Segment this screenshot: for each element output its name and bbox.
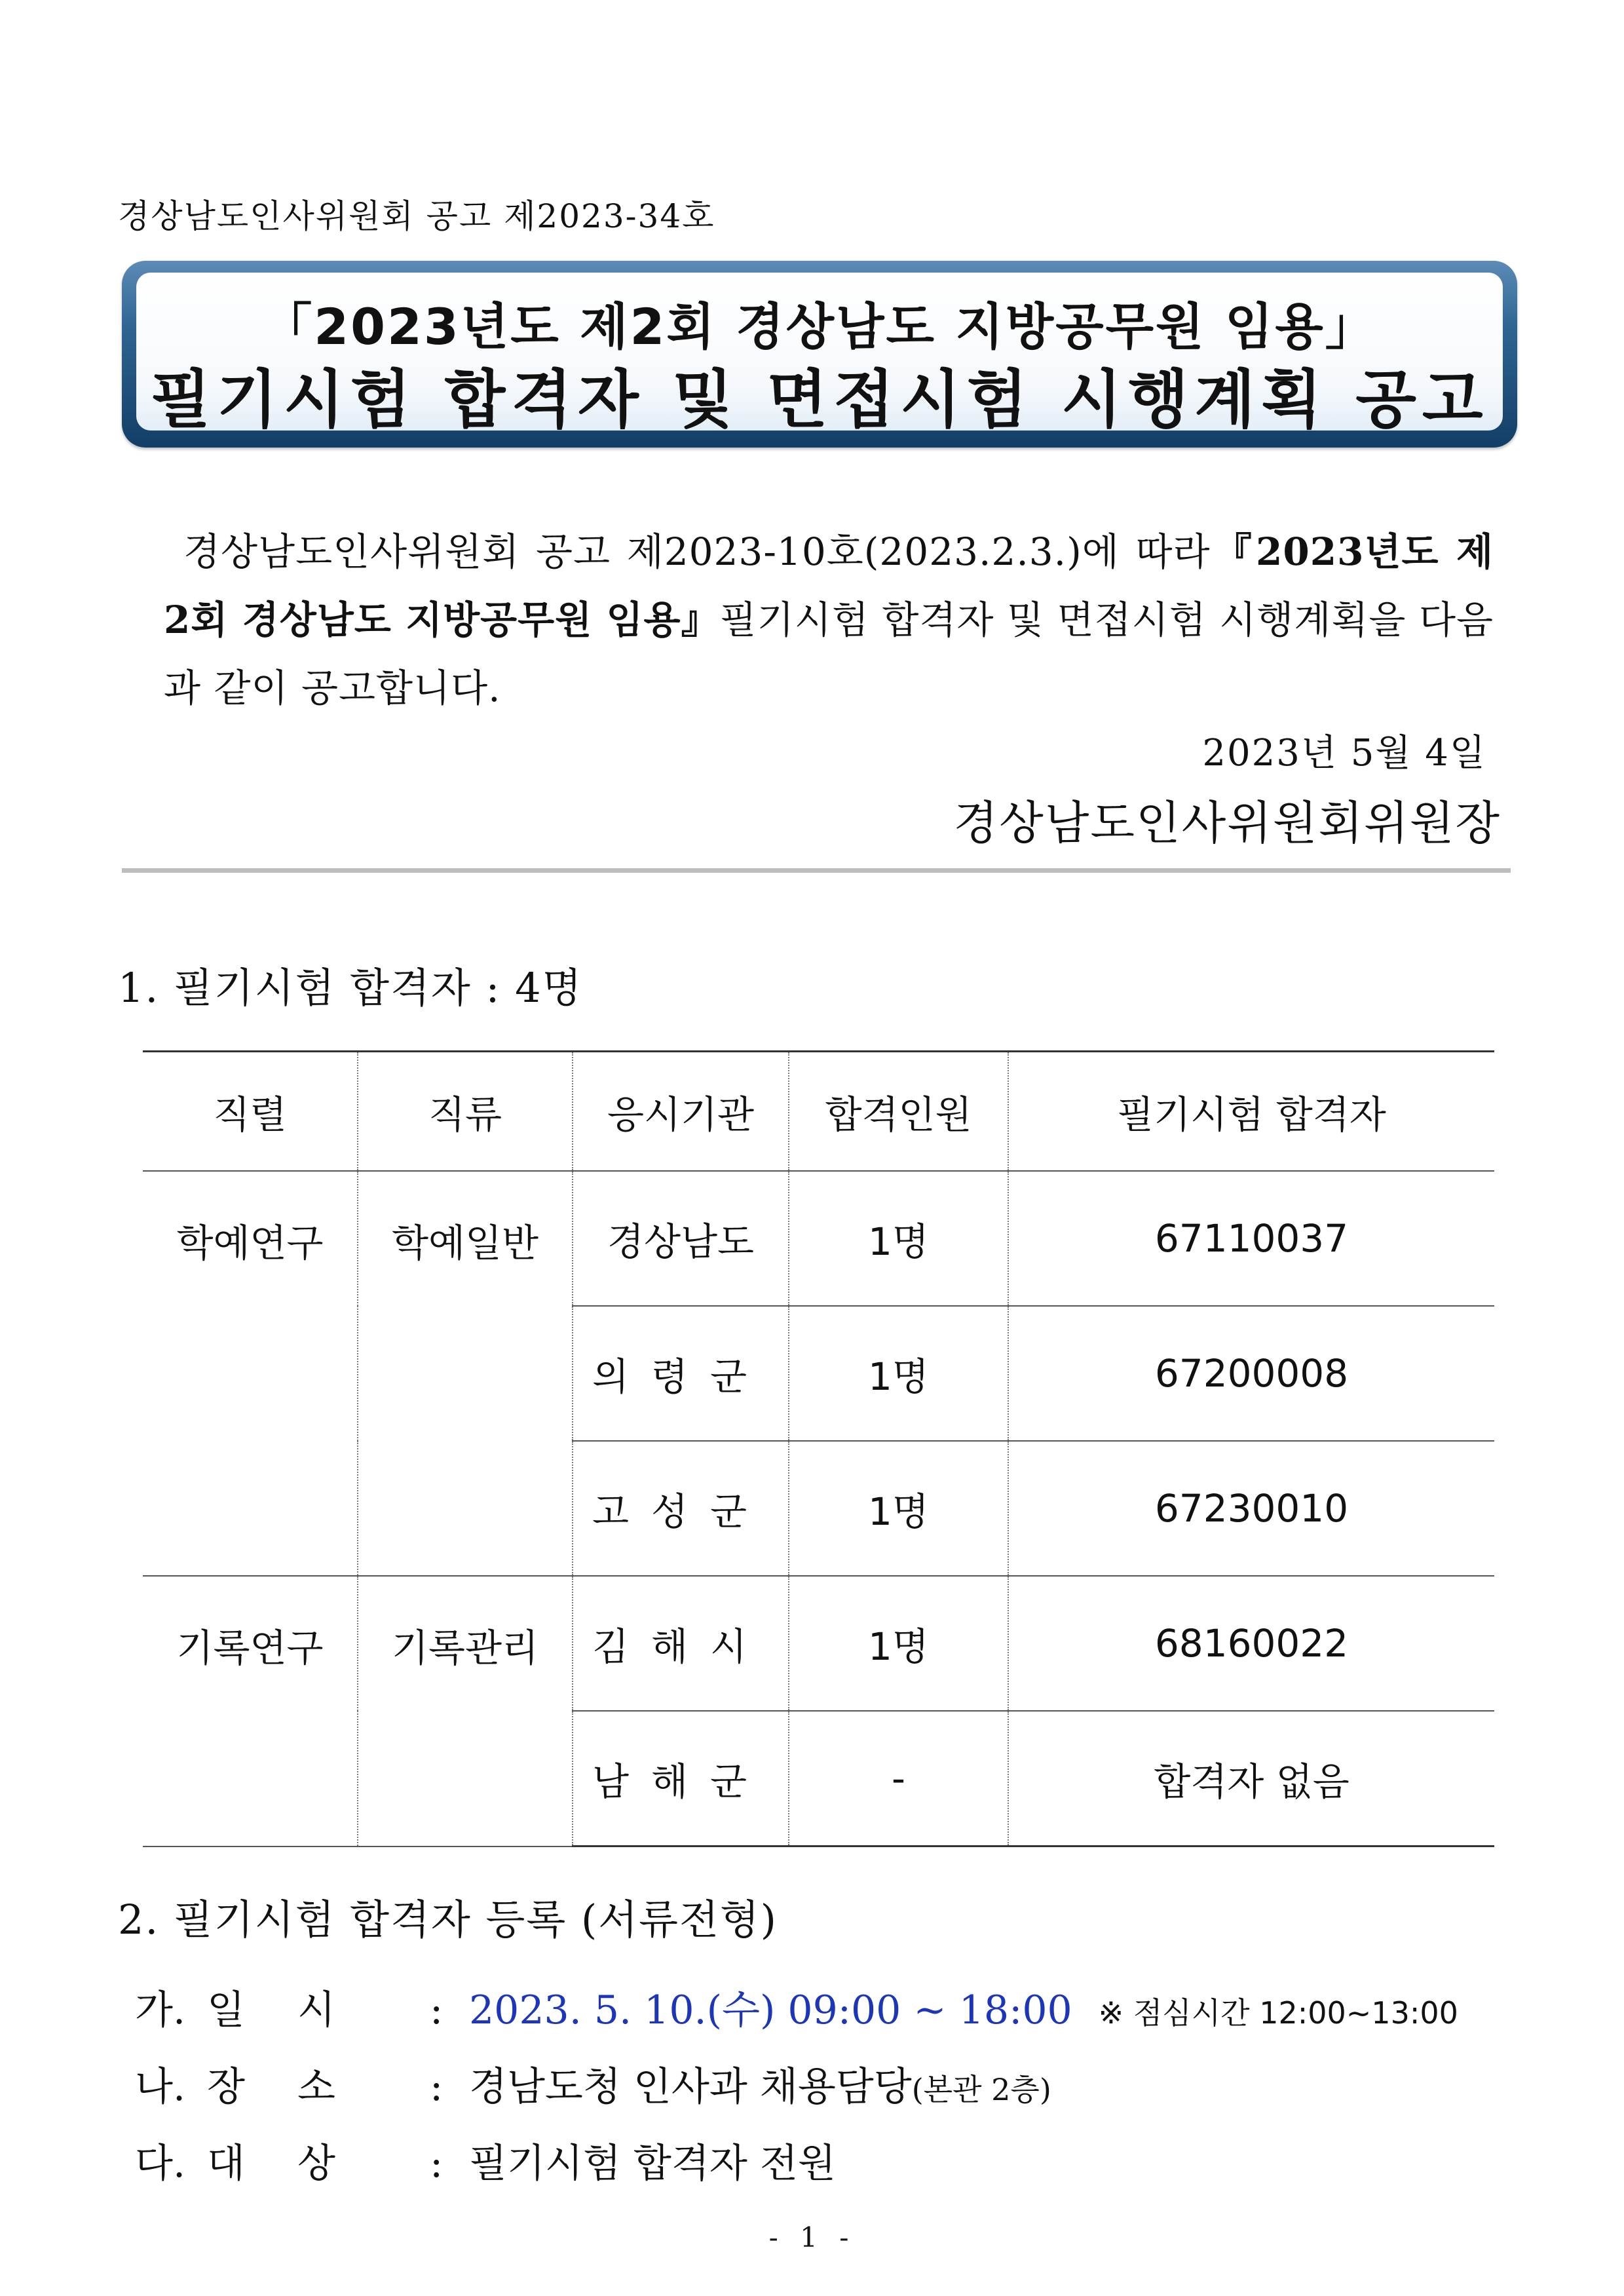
table-header-row [143, 1052, 1494, 1172]
item-marker: 가. [135, 1987, 186, 2033]
title-line-2: 필기시험 합격자 및 면접시험 시행계획 공고 [150, 363, 1489, 436]
item-colon: : [430, 1987, 444, 2033]
header-agency: 응시기관 [573, 1052, 789, 1172]
intro-text-1: 경상남도인사위원회 공고 제2023-10호(2023.2.3.)에 따라 [183, 529, 1211, 574]
passer-cell: 67110037 [1008, 1171, 1494, 1306]
header-series: 직렬 [143, 1052, 358, 1172]
place-note: (본관 2층) [911, 2072, 1051, 2107]
count-cell: - [789, 1711, 1008, 1846]
agency-cell: 의령군 [573, 1306, 789, 1441]
detail-item-datetime [135, 1979, 1458, 2035]
item-colon: : [430, 2141, 444, 2187]
item-label: 장소 [207, 2064, 388, 2110]
item-label: 일시 [207, 1987, 388, 2033]
passer-cell: 합격자 없음 [1008, 1711, 1494, 1846]
notice-number: 경상남도인사위원회 공고 제2023-34호 [118, 197, 715, 235]
agency-cell: 남해군 [573, 1711, 789, 1846]
lunch-note: ※ 점심시간 12:00~13:00 [1098, 1995, 1458, 2031]
item-value: 경남도청 인사과 채용담당 [469, 2064, 912, 2110]
series-cell: 기록연구 [143, 1576, 358, 1846]
passer-cell: 67230010 [1008, 1441, 1494, 1576]
notice-date: 2023년 5월 4일 [1202, 732, 1486, 775]
title-panel [136, 273, 1503, 436]
series-cell: 학예연구 [143, 1171, 358, 1576]
title-line-1: 「2023년도 제2회 경상남도 지방공무원 임용」 [262, 297, 1377, 356]
item-value: 2023. 5. 10.(수) 09:00 ~ 18:00 [469, 1987, 1072, 2033]
item-marker: 나. [135, 2064, 186, 2110]
category-cell: 학예일반 [358, 1171, 573, 1576]
section-1-title: 1. 필기시험 합격자 : 4명 [118, 964, 583, 1012]
item-label: 대상 [207, 2141, 388, 2187]
intro-text-2: 필기시험 합격자 및 면접시험 시행계획을 다음과 같이 공고합니다. [164, 598, 1494, 710]
intro-bold-title: 『2023년도 제2회 경상남도 지방공무원 임용』 [164, 529, 1494, 642]
header-count: 합격인원 [789, 1052, 1008, 1172]
category-cell: 기록관리 [358, 1576, 573, 1846]
intro-paragraph [164, 518, 1494, 722]
item-marker: 다. [135, 2141, 186, 2187]
agency-cell: 고성군 [573, 1441, 789, 1576]
passer-cell: 68160022 [1008, 1576, 1494, 1711]
header-passers: 필기시험 합격자 [1008, 1052, 1494, 1172]
count-cell: 1명 [789, 1306, 1008, 1441]
passers-table [143, 1050, 1494, 1847]
table-row [143, 1171, 1494, 1306]
detail-item-target [135, 2132, 836, 2189]
page-number: - 1 - [768, 2221, 856, 2253]
count-cell: 1명 [789, 1576, 1008, 1711]
section-2-title: 2. 필기시험 합격자 등록 (서류전형) [118, 1896, 778, 1943]
header-category: 직류 [358, 1052, 573, 1172]
count-cell: 1명 [789, 1441, 1008, 1576]
count-cell: 1명 [789, 1171, 1008, 1306]
item-value: 필기시험 합격자 전원 [469, 2141, 836, 2187]
title-banner [122, 261, 1517, 448]
table-row [143, 1576, 1494, 1711]
signer: 경상남도인사위원회위원장 [953, 796, 1501, 850]
passer-cell: 67200008 [1008, 1306, 1494, 1441]
item-colon: : [430, 2064, 444, 2110]
divider [122, 868, 1511, 873]
agency-cell: 김해시 [573, 1576, 789, 1711]
detail-item-place [135, 2056, 1051, 2112]
agency-cell: 경상남도 [573, 1171, 789, 1306]
